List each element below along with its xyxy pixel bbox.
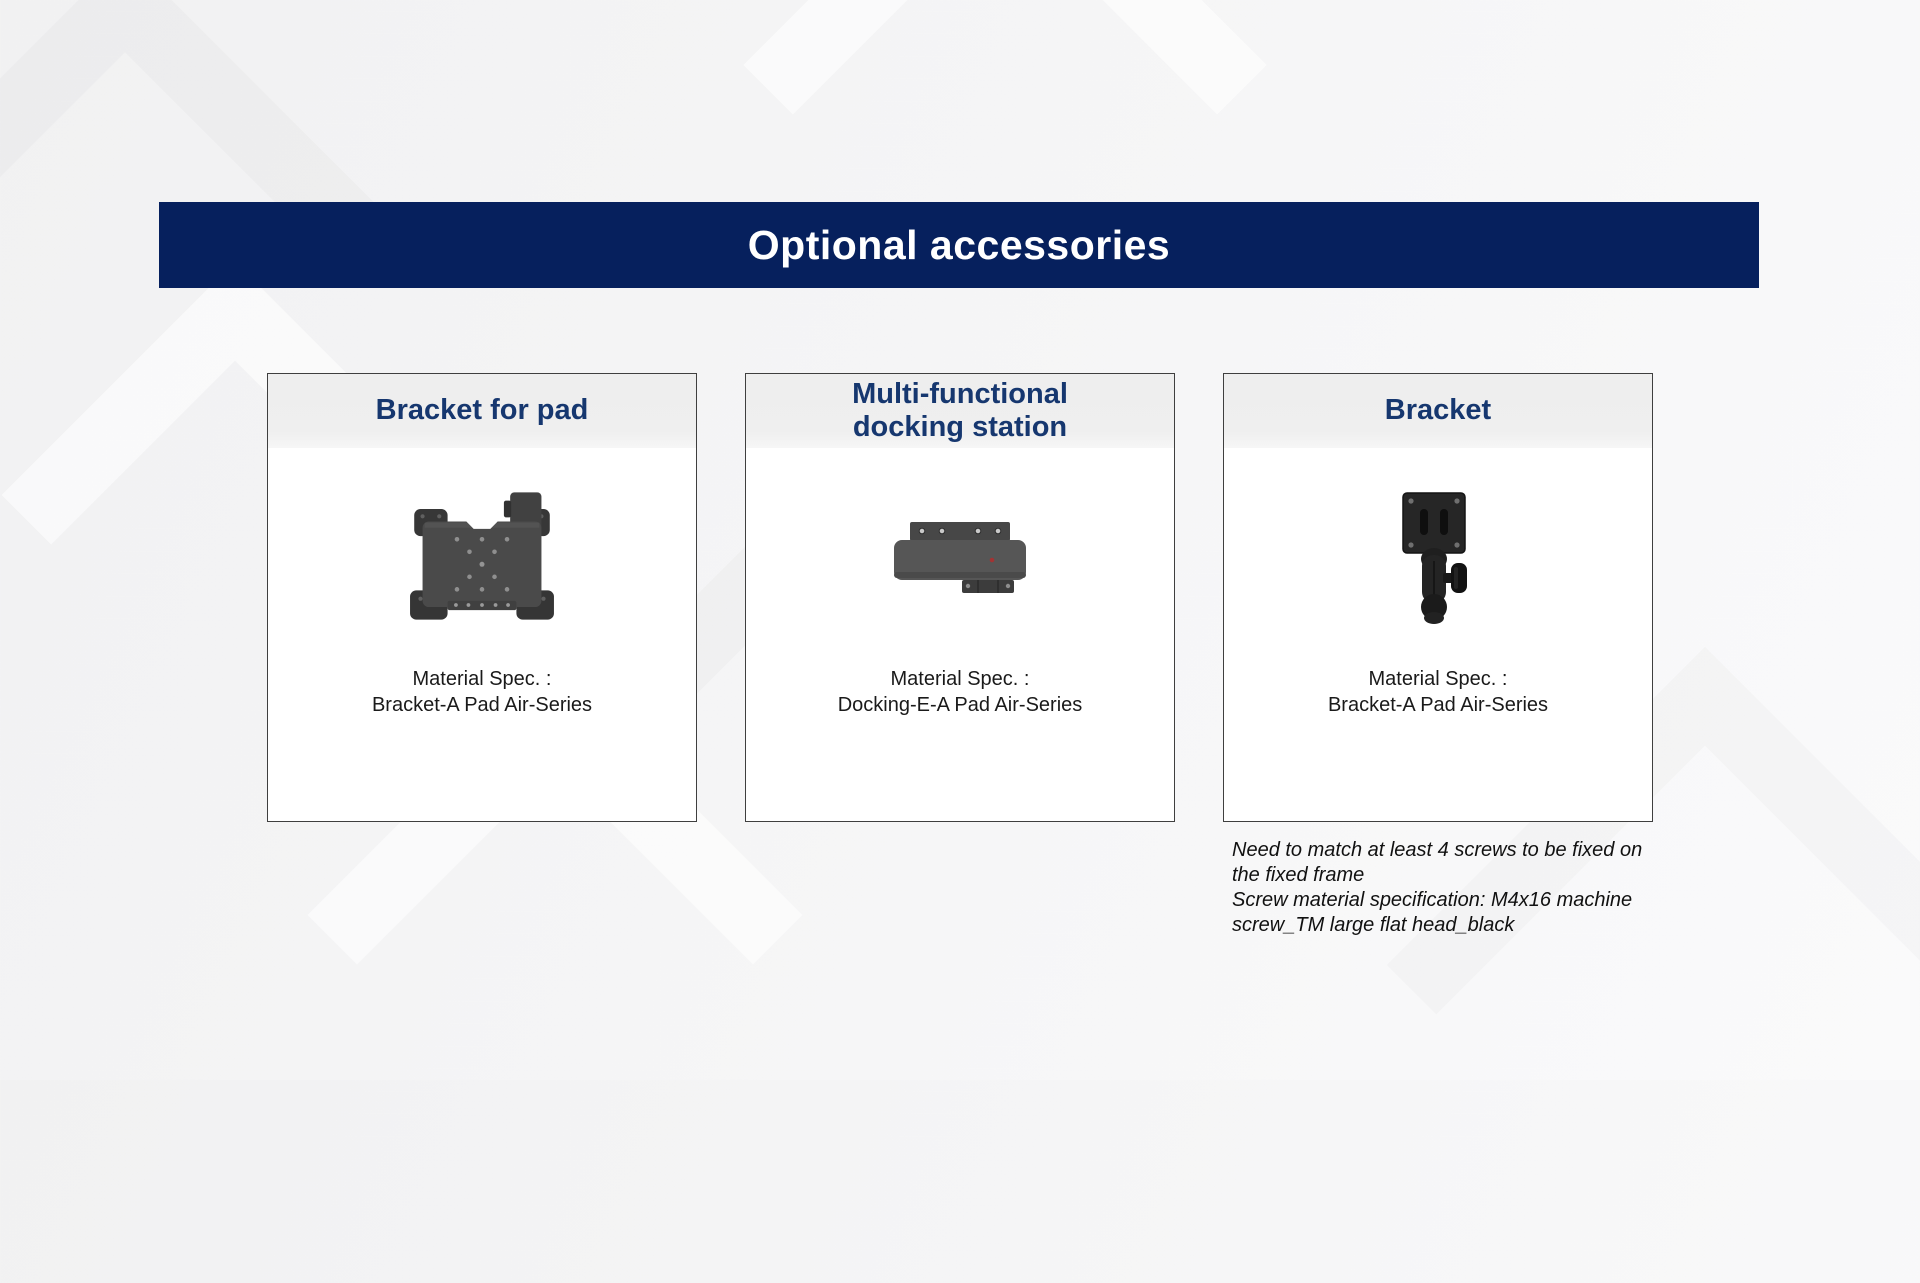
material-spec-label: Material Spec. : <box>412 668 552 690</box>
material-spec-value: Docking-E-A Pad Air-Series <box>837 694 1083 716</box>
card-title: Multi-functional <box>852 377 1068 410</box>
accessory-cards <box>267 373 1653 822</box>
card-title-line2: docking station <box>852 411 1068 443</box>
material-spec-label: Material Spec. : <box>1368 668 1508 690</box>
material-spec-label: Material Spec. : <box>890 668 1030 690</box>
card-docking-station <box>745 373 1175 822</box>
pad-bracket-illustration <box>393 484 571 630</box>
material-spec <box>746 666 1174 718</box>
card-docking-station-header <box>746 374 1174 448</box>
card-bracket-for-pad <box>267 373 697 822</box>
material-spec <box>1224 666 1652 718</box>
docking-station-illustration <box>880 510 1040 605</box>
pad-bracket-image <box>268 448 696 666</box>
page-title: Optional accessories <box>747 221 1171 268</box>
material-spec-value: Bracket-A Pad Air-Series <box>1327 694 1549 716</box>
footnote-line-2: Screw material specification: M4x16 machine screw_TM large flat head_black <box>1232 889 1633 936</box>
arm-bracket-image <box>1224 448 1652 666</box>
title-banner <box>159 202 1759 288</box>
card-title: Bracket <box>1384 394 1492 427</box>
card-bracket-header <box>1224 374 1652 448</box>
docking-station-image <box>746 448 1174 666</box>
card-title: Bracket for pad <box>375 394 589 427</box>
card-bracket <box>1223 373 1653 822</box>
material-spec-value: Bracket-A Pad Air-Series <box>371 694 593 716</box>
material-spec <box>268 666 696 718</box>
arm-bracket-illustration <box>1393 487 1483 627</box>
card-bracket-for-pad-header <box>268 374 696 448</box>
footnote-line-1: Need to match at least 4 screws to be fixed on the fixed frame <box>1232 839 1643 886</box>
bracket-footnote <box>1232 838 1658 938</box>
